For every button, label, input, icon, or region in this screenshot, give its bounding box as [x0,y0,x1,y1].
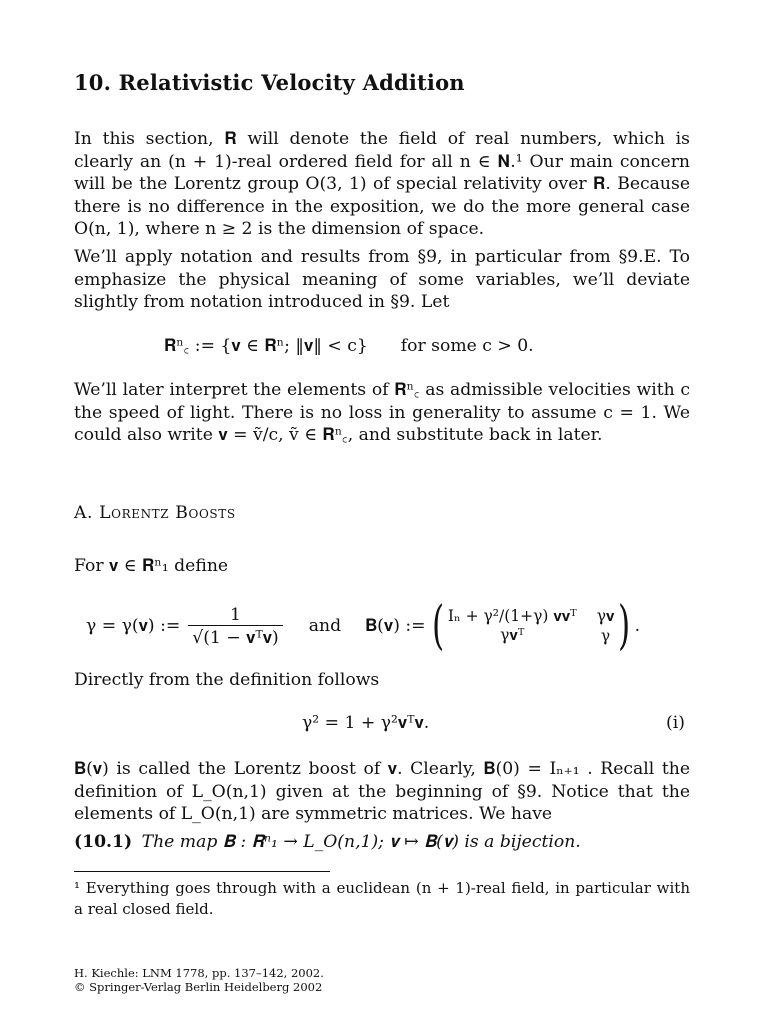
definition-equations [86,596,696,656]
velocity-paragraph: We’ll later interpret the elements of 𝐑ⁿ꜀ as admissible velocities with c the speed of light. There is no loss in generality to assume c = 1. We could also write 𝐯 = ṽ/c, ṽ ∈ 𝐑ⁿ꜀, and substitute back in later. [74,380,690,445]
credit-line-1: H. Kiechle: LNM 1778, pp. 137–142, 2002. [74,966,324,980]
notation-paragraph: We’ll apply notation and results from §9, in particular from §9.E. To emphasize the physical meaning of some variables, we’ll deviate slightly from notation introduced in §9. Let [74,247,690,312]
gamma-denominator: √(1 − 𝐯ᵀ𝐯) [188,625,282,648]
matrix-entry-12: γ𝐯 [596,607,615,625]
boost-matrix [448,607,615,645]
proposition-text: The map 𝐁 : 𝐑ⁿ₁ → L_O(n,1); 𝐯 ↦ 𝐁(𝐯) is a bijection. [141,832,581,852]
footnote-rule [74,871,330,872]
matrix-entry-22: γ [600,626,611,645]
matrix-left-paren: ( [431,596,444,656]
matrix-entry-21: γ𝐯ᵀ [500,626,525,644]
footnote: ¹ Everything goes through with a euclidean (n + 1)-real field, in particular with a real closed field. [74,879,690,918]
section-title: 10. Relativistic Velocity Addition [74,70,465,95]
and-word: and [308,616,342,636]
equation-rcn-lhs: 𝐑ⁿ꜀ := {𝐯 ∈ 𝐑ⁿ; ‖𝐯‖ < c} [164,336,368,356]
define-paragraph: For 𝐯 ∈ 𝐑ⁿ₁ define [74,556,229,576]
intro-paragraph: In this section, 𝐑 will denote the field of real numbers, which is clearly an (n + 1)-real ordered field for all n ∈ 𝐍.¹ Our main concern will be the Lorentz group O(3, 1) of special relativity over 𝐑. Because there is no difference in the exposition, we do the more general case O(n, 1), where n ≥ 2 is the dimension of space. [74,129,690,239]
boost-paragraph: 𝐁(𝐯) is called the Lorentz boost of 𝐯. Clearly, 𝐁(0) = Iₙ₊₁ . Recall the definition of L_O(n,1) given at the beginning of §9. Notice that the elements of L_O(n,1) are symmetric matrices. We have [74,759,690,824]
matrix-right-paren: ) [618,596,631,656]
gamma-numerator: 1 [230,604,241,625]
boost-lhs: 𝐁(𝐯) := [365,616,426,636]
directly-paragraph: Directly from the definition follows [74,670,380,690]
equation-rcn-rhs: for some c > 0. [400,336,534,356]
credit-line-2: © Springer-Verlag Berlin Heidelberg 2002 [74,980,323,994]
subsection-title: A. Lorentz Boosts [74,503,236,523]
equation-rcn [164,336,534,356]
matrix-entry-11: Iₙ + γ²/(1+γ) 𝐯𝐯ᵀ [447,607,577,625]
gamma-fraction [188,605,282,648]
equation-i: γ² = 1 + γ²𝐯ᵀ𝐯. [302,713,430,733]
proposition-number: (10.1) [74,832,133,852]
proposition [74,832,694,852]
equation-i-label: (i) [666,713,685,733]
gamma-lhs: γ = γ(𝐯) := [86,616,181,636]
publication-credit [74,966,324,994]
definition-period: . [634,616,641,636]
